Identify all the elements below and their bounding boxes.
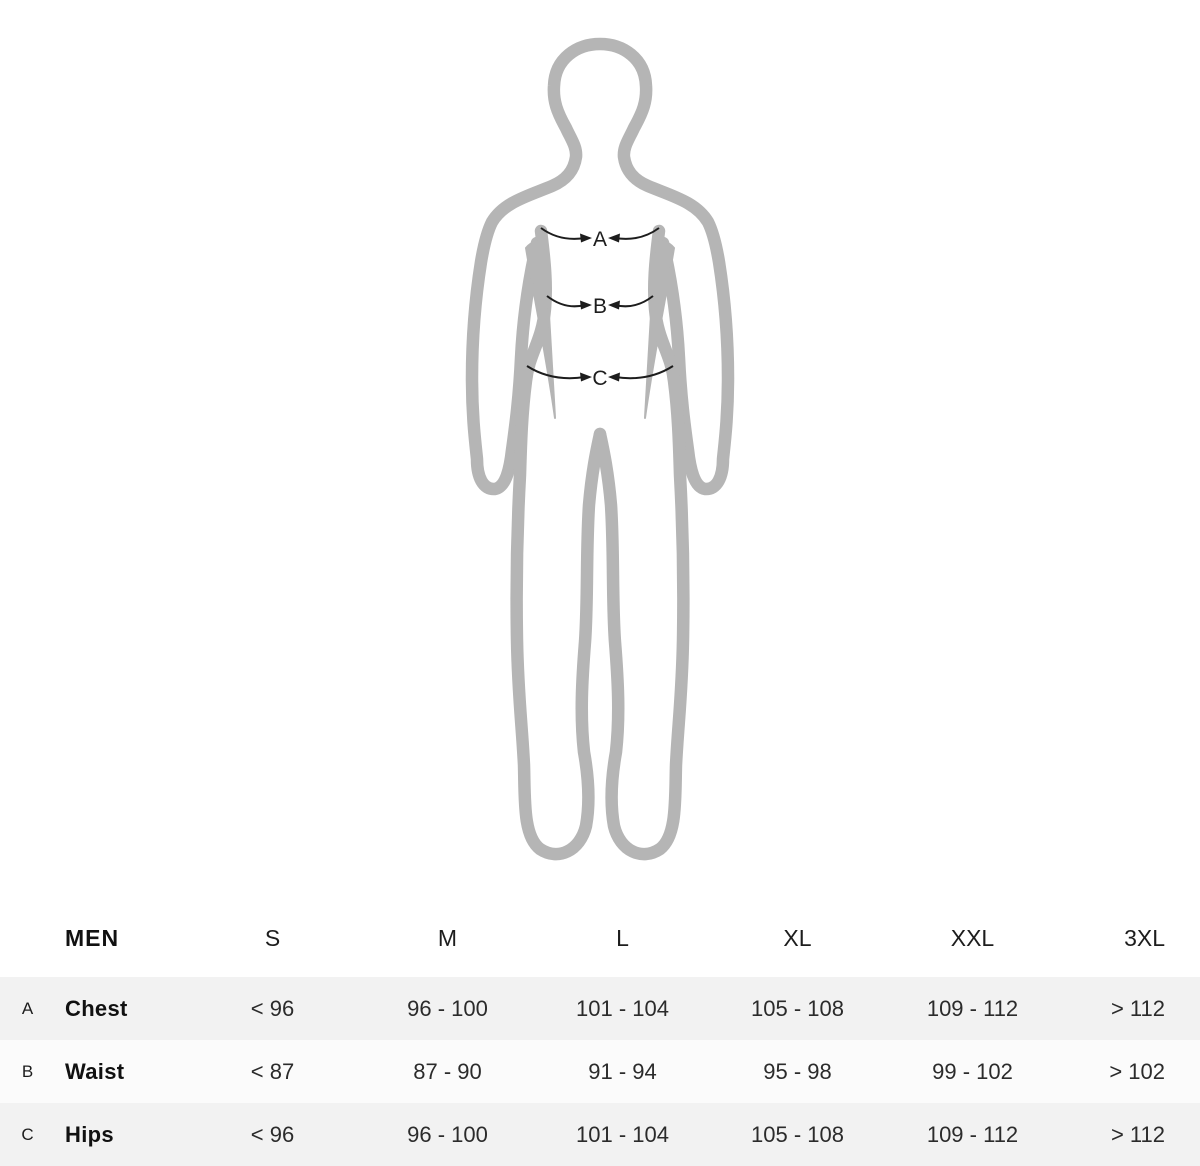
chest-value-xxl: 109 - 112 [926, 995, 1019, 1021]
chest-value-3xl: > 112 [1110, 995, 1165, 1021]
row-label: Chest [65, 995, 128, 1021]
size-column-header-xxl: XXL [950, 925, 995, 951]
hips-value-s: < 96 [250, 1121, 295, 1147]
waist-value-xxl: 99 - 102 [932, 1058, 1013, 1084]
waist-arrow-right [615, 296, 653, 306]
table-title: MEN [65, 925, 120, 951]
waist-arrow-left [547, 296, 585, 306]
table-row-waist [0, 1040, 1200, 1103]
chest-measurement-label: A [592, 228, 608, 251]
hips-value-xxl: 109 - 112 [926, 1121, 1019, 1147]
waist-arrowhead-right [608, 301, 620, 310]
chest-value-m: 96 - 100 [407, 995, 488, 1021]
table-row-hips [0, 1103, 1200, 1166]
chest-arrowhead-left [580, 234, 592, 243]
body-silhouette-upper-outline [472, 44, 728, 489]
hips-value-l: 101 - 104 [576, 1121, 669, 1147]
hips-arrow-left [527, 366, 585, 378]
table-row-chest [0, 977, 1200, 1040]
chest-value-s: < 96 [250, 995, 295, 1021]
waist-value-s: < 87 [250, 1058, 295, 1084]
hips-value-m: 96 - 100 [407, 1121, 488, 1147]
hips-arrowhead-right [608, 373, 620, 382]
hips-arrow-right [615, 366, 673, 378]
waist-arrowhead-left [580, 301, 592, 310]
waist-value-m: 87 - 90 [413, 1058, 482, 1084]
hips-arrowhead-left [580, 373, 592, 382]
row-letter: C [21, 1124, 34, 1144]
size-column-header-3xl: 3XL [1124, 925, 1165, 951]
waist-value-3xl: > 102 [1109, 1058, 1165, 1084]
size-column-header-xl: XL [783, 925, 812, 951]
hips-value-xl: 105 - 108 [751, 1121, 844, 1147]
size-table-header-row [0, 900, 1200, 977]
chest-arrowhead-right [608, 234, 620, 243]
waist-value-xl: 95 - 98 [763, 1058, 832, 1084]
chest-value-l: 101 - 104 [576, 995, 669, 1021]
size-column-header-m: M [437, 925, 458, 951]
row-letter: A [21, 998, 34, 1018]
waist-measurement-label: B [592, 295, 608, 318]
men-size-table [0, 900, 1200, 1166]
chest-value-xl: 105 - 108 [751, 995, 844, 1021]
size-column-header-l: L [616, 925, 629, 951]
row-label: Hips [65, 1121, 114, 1147]
row-letter: B [21, 1061, 34, 1081]
hips-measurement-label: C [592, 367, 608, 390]
row-label: Waist [65, 1058, 125, 1084]
hips-value-3xl: > 112 [1110, 1121, 1165, 1147]
size-column-header-s: S [264, 925, 281, 951]
waist-value-l: 91 - 94 [588, 1058, 657, 1084]
